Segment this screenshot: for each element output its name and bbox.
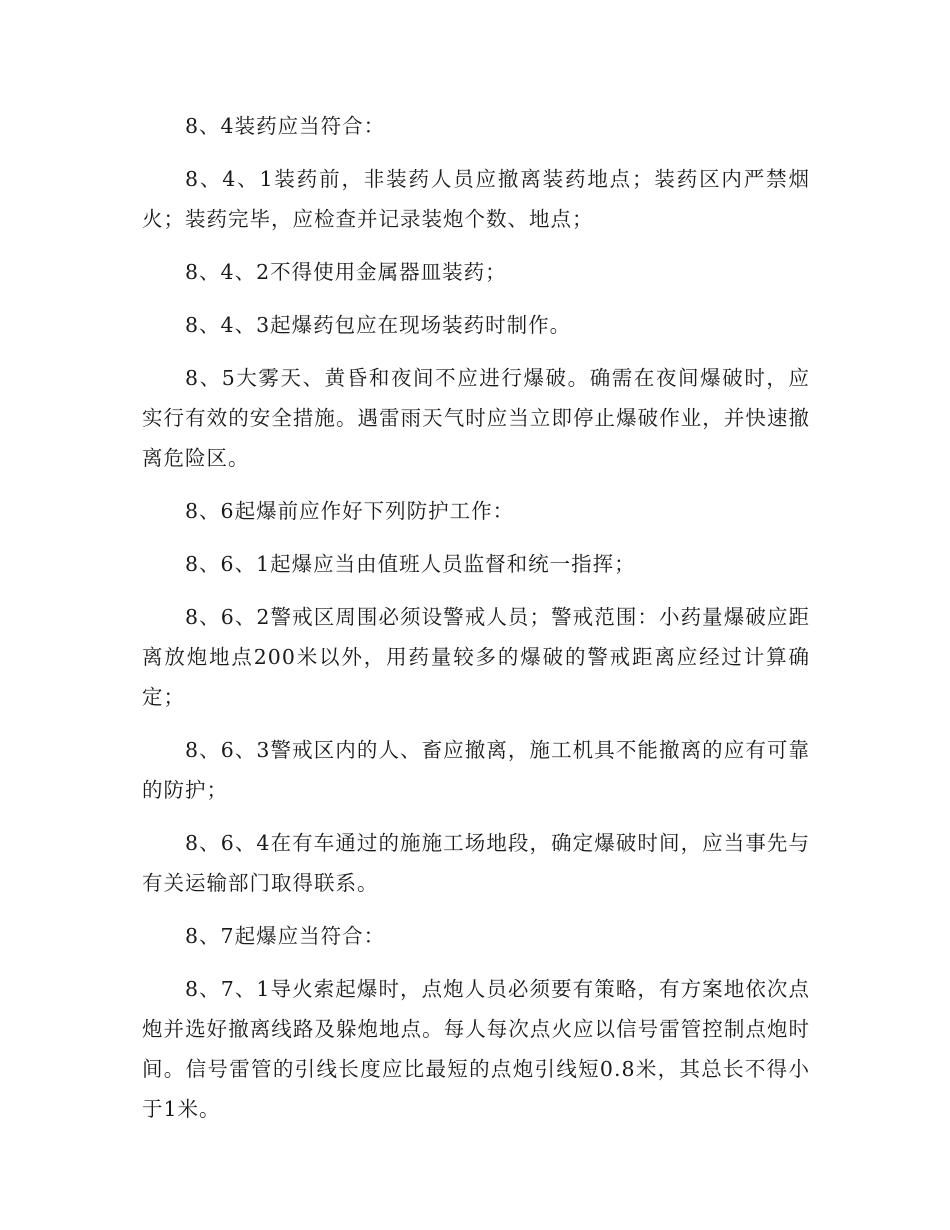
paragraph-8-4-1: 8、4、1装药前，非装药人员应撤离装药地点；装药区内严禁烟火；装药完毕，应检查并记录装炮个数、地点； bbox=[142, 167, 810, 231]
paragraph-8-5: 8、5大雾天、黄昏和夜间不应进行爆破。确需在夜间爆破时，应实行有效的安全措施。遇雷雨天气时应当立即停止爆破作业，并快速撤离危险区。 bbox=[142, 366, 810, 470]
paragraph-8-6-2: 8、6、2警戒区周围必须设警戒人员；警戒范围：小药量爆破应距离放炮地点200米以外，用药量较多的爆破的警戒距离应经过计算确定； bbox=[142, 605, 810, 709]
paragraph-8-4: 8、4装药应当符合： bbox=[185, 114, 386, 138]
document-body bbox=[142, 106, 810, 1142]
paragraph-8-6-4: 8、6、4在有车通过的施施工场地段，确定爆破时间，应当事先与有关运输部门取得联系。 bbox=[142, 831, 810, 895]
paragraph-8-4-2: 8、4、2不得使用金属器皿装药； bbox=[185, 260, 507, 284]
paragraph-8-4-3: 8、4、3起爆药包应在现场装药时制作。 bbox=[185, 313, 572, 337]
paragraph-8-6-1: 8、6、1起爆应当由值班人员监督和统一指挥； bbox=[185, 552, 636, 576]
paragraph-8-7: 8、7起爆应当符合： bbox=[185, 924, 386, 948]
paragraph-8-7-1: 8、7、1导火索起爆时，点炮人员必须要有策略，有方案地依次点炮并选好撤离线路及躲炮地点。每人每次点火应以信号雷管控制点炮时间。信号雷管的引线长度应比最短的点炮引线短0.8米，其总长不得小于1米。 bbox=[142, 977, 810, 1121]
paragraph-8-6-3: 8、6、3警戒区内的人、畜应撤离，施工机具不能撤离的应有可靠的防护； bbox=[142, 738, 810, 802]
paragraph-8-6: 8、6起爆前应作好下列防护工作： bbox=[185, 499, 515, 523]
